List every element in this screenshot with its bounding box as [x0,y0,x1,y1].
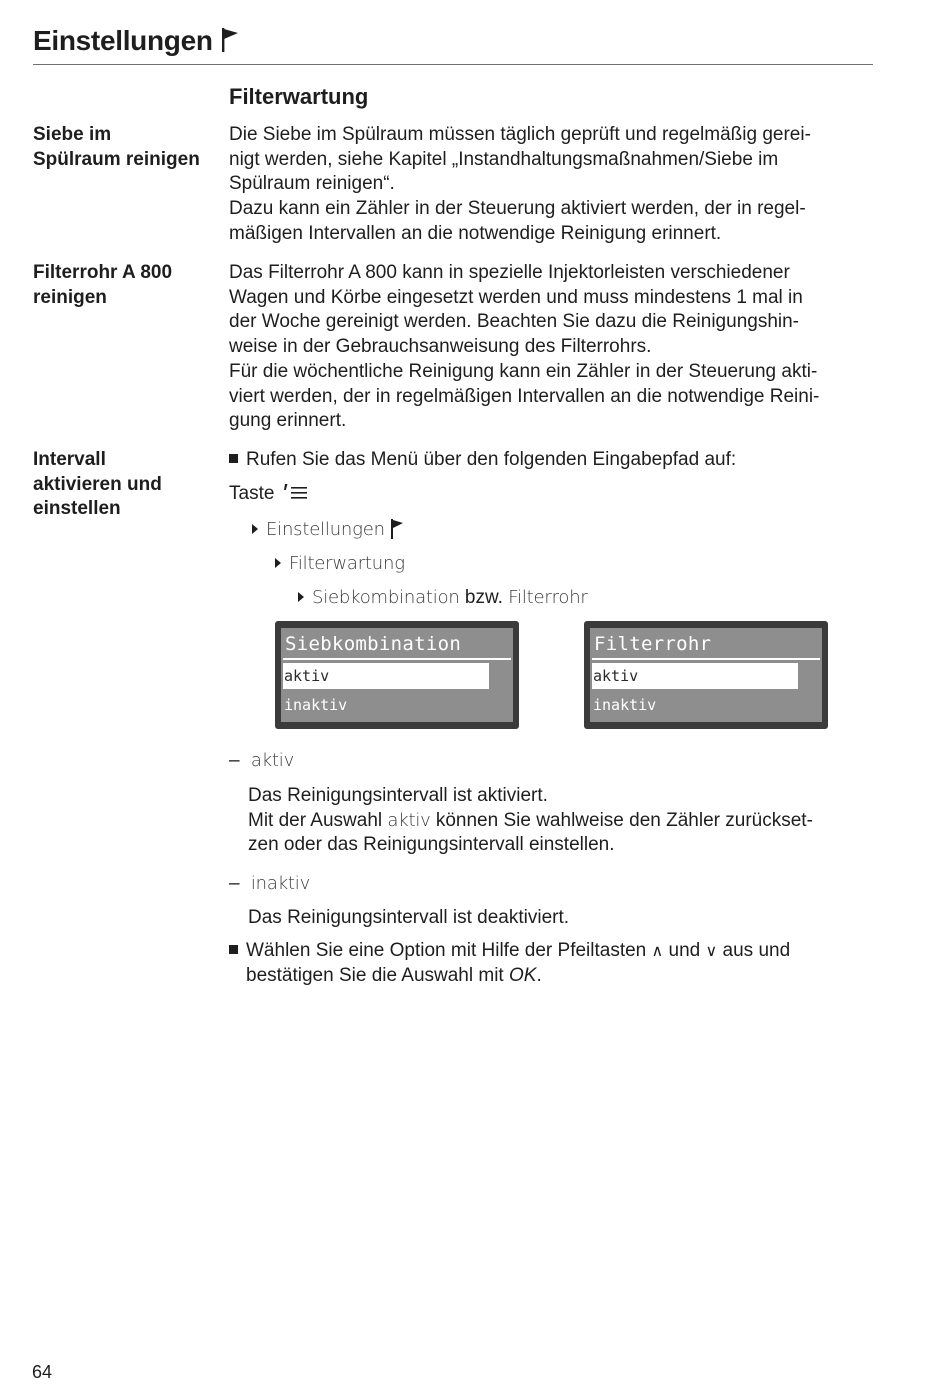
text-line: weise in der Gebrauchsanweisung des Filterrohrs. [229,336,652,358]
bullet-square-icon [229,945,238,954]
bullet-square-icon [229,454,238,463]
screen-divider [283,658,511,660]
text-line: Dazu kann ein Zähler in der Steuerung aktiviert werden, der in regel- [229,198,806,220]
text-line: mäßigen Intervallen an die notwendige Reinigung erinnert. [229,222,722,244]
option-inaktiv-description: Das Reinigungsintervall ist deaktiviert. [248,907,570,928]
triangle-right-icon [252,524,258,534]
flag-icon [390,519,404,546]
text-line: viert werden, der in regelmäßigen Intervallen an die notwendige Reini- [229,385,820,407]
option-aktiv-description: Das Reinigungsintervall ist aktiviert. Mit der Auswahl aktiv können Sie wahlweise den Zähler zurückset- zen oder das Reinigungsintervall einstellen. [248,785,813,856]
screen-option-selected[interactable]: aktiv [283,663,489,689]
arrow-down-icon: ∨ [705,941,718,960]
page-title: Einstellungen [33,25,213,56]
text-line: Die Siebe im Spülraum müssen täglich geprüft und regelmäßig gerei- [229,124,811,145]
screen-option[interactable]: inaktiv [593,696,657,714]
menu-path-level-3: Siebkombination bzw. Filterrohr [298,586,588,610]
screen-title: Filterrohr [594,633,712,655]
flag-icon [221,28,239,57]
text-line: Das Filterrohr A 800 kann in spezielle Injektorleisten verschiedener [229,262,790,283]
side-label-intervall: Intervall aktivieren und einstellen [33,449,162,520]
ok-key-label: OK [509,964,537,986]
text-line: Spülraum reinigen“. [229,173,395,195]
paragraph-filterrohr [229,261,879,434]
side-label-siebe: Siebe im Spülraum reinigen [33,124,200,170]
text-line: der Woche gereinigt werden. Beachten Sie dazu die Reinigungshin- [229,311,800,333]
option-inaktiv-heading: – inaktiv [229,873,311,894]
instruction-step-1: Rufen Sie das Menü über den folgenden Eingabepfad auf: [229,448,879,473]
menu-path-level-2: Filterwartung [275,552,405,576]
text-line: Wagen und Körbe eingesetzt werden und muss mindestens 1 mal in [229,286,803,308]
page-header [33,22,873,65]
text-line: nigt werden, siehe Kapitel „Instandhaltungsmaßnahmen/Siebe im [229,148,779,170]
screen-title: Siebkombination [285,633,462,655]
display-screen-filterrohr [584,621,828,729]
side-label-filterrohr: Filterrohr A 800 reinigen [33,262,173,308]
menu-path-level-1: Einstellungen [252,518,404,546]
instruction-step-2: Wählen Sie eine Option mit Hilfe der Pfeiltasten ∧ und ∨ aus und bestätigen Sie die Auswahl mit OK. [229,939,879,988]
arrow-up-icon: ∧ [651,941,664,960]
section-title: Filterwartung [229,84,369,109]
screen-option[interactable]: inaktiv [284,696,348,714]
display-screen-siebkombination [275,621,519,729]
text-line: gung erinnert. [229,410,347,432]
page-number: 64 [32,1362,53,1382]
screen-option-selected[interactable]: aktiv [592,663,798,689]
option-aktiv-heading: – aktiv [229,750,295,771]
menu-key-icon [283,483,309,508]
text-line: Für die wöchentliche Reinigung kann ein Zähler in der Steuerung akti- [229,360,818,382]
screen-divider [592,658,820,660]
triangle-right-icon [298,592,304,602]
taste-line: Taste [229,482,879,508]
paragraph-siebe [229,123,879,247]
triangle-right-icon [275,558,281,568]
